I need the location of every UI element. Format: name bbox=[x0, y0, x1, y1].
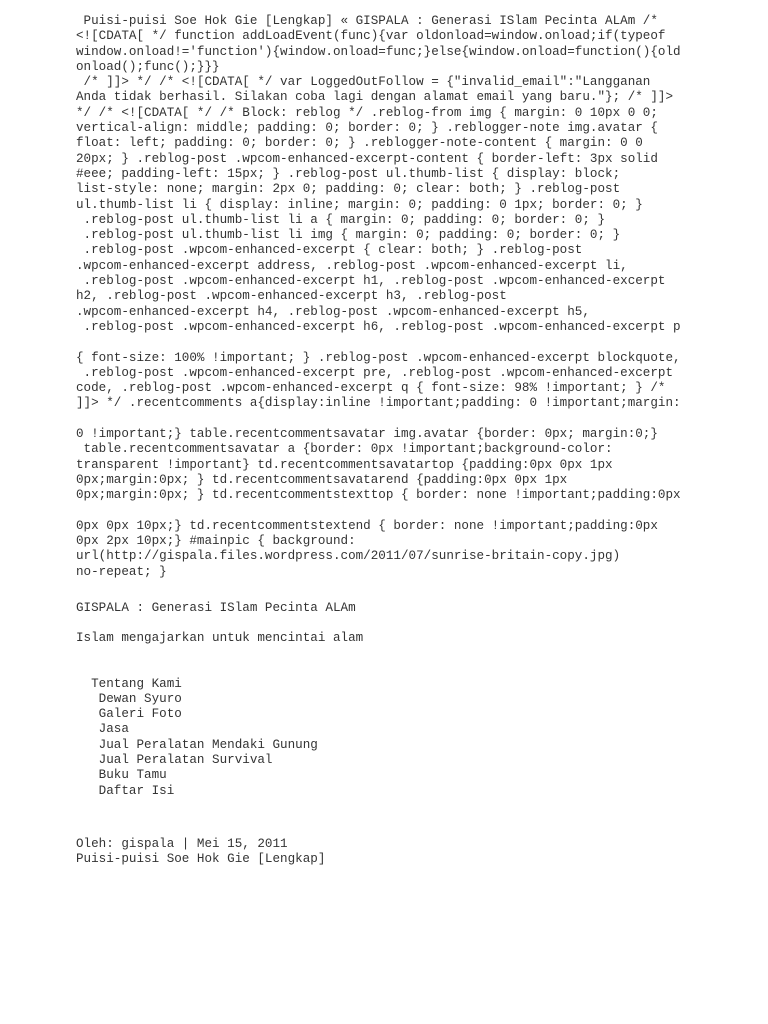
nav-item-galeri-foto[interactable]: Galeri Foto bbox=[76, 707, 182, 722]
raw-line: ul.thumb-list li { display: inline; margin: 0; padding: 0 1px; border: 0; } bbox=[76, 197, 643, 212]
nav-item-jual-peralatan-survival[interactable]: Jual Peralatan Survival bbox=[76, 753, 273, 768]
nav-item-jasa[interactable]: Jasa bbox=[76, 722, 129, 737]
raw-head-block-3 bbox=[76, 427, 716, 503]
raw-line: { font-size: 100% !important; } .reblog-post .wpcom-enhanced-excerpt blockquote, bbox=[76, 350, 681, 365]
raw-line: .reblog-post ul.thumb-list li a { margin: 0; padding: 0; border: 0; } bbox=[76, 212, 606, 227]
site-title-link[interactable]: GISPALA : Generasi ISlam Pecinta ALAm bbox=[76, 600, 356, 615]
nav-item-tentang-kami[interactable]: Tentang Kami bbox=[76, 676, 182, 691]
raw-line: onload();func();}}} bbox=[76, 59, 220, 74]
nav-item-daftar-isi[interactable]: Daftar Isi bbox=[76, 783, 175, 798]
raw-line: #eee; padding-left: 15px; } .reblog-post ul.thumb-list { display: block; bbox=[76, 166, 621, 181]
raw-line: .reblog-post .wpcom-enhanced-excerpt h1, .reblog-post .wpcom-enhanced-excerpt bbox=[76, 274, 666, 289]
raw-line: 0px 2px 10px;} #mainpic { background: bbox=[76, 534, 356, 549]
page-content bbox=[76, 14, 716, 868]
raw-line: Puisi-puisi Soe Hok Gie [Lengkap] « GISPALA : Generasi ISlam Pecinta ALAm /* bbox=[76, 14, 658, 28]
site-tagline: Islam mengajarkan untuk mencintai alam bbox=[76, 631, 364, 646]
raw-line: no-repeat; } bbox=[76, 564, 167, 579]
raw-line: /* ]]> */ /* <![CDATA[ */ var LoggedOutFollow = {"invalid_email":"Langganan bbox=[76, 75, 651, 90]
raw-line: transparent !important} td.recentcommentsavatartop {padding:0px 0px 1px bbox=[76, 457, 613, 472]
raw-line: float: left; padding: 0; border: 0; } .reblogger-note-content { margin: 0 0 bbox=[76, 136, 643, 151]
raw-line: window.onload!='function'){window.onload=func;}else{window.onload=function(){old bbox=[76, 44, 681, 59]
line-gap bbox=[76, 335, 716, 350]
nav-item-buku-tamu[interactable]: Buku Tamu bbox=[76, 768, 167, 783]
raw-line: list-style: none; margin: 2px 0; padding: 0; clear: both; } .reblog-post bbox=[76, 182, 621, 197]
raw-line: */ /* <![CDATA[ */ /* Block: reblog */ .reblog-from img { margin: 0 10px 0 0; bbox=[76, 105, 658, 120]
raw-line: Anda tidak berhasil. Silakan coba lagi dengan alamat email yang baru."}; /* ]]> bbox=[76, 90, 674, 105]
nav-item-jual-peralatan-mendaki-gunung[interactable]: Jual Peralatan Mendaki Gunung bbox=[76, 737, 318, 752]
raw-line: ]]> */ .recentcomments a{display:inline !important;padding: 0 !important;margin: bbox=[76, 396, 681, 411]
nav-item-dewan-syuro[interactable]: Dewan Syuro bbox=[76, 691, 182, 706]
main-nav bbox=[76, 677, 716, 799]
line-gap bbox=[76, 504, 716, 519]
raw-line: 0 !important;} table.recentcommentsavatar img.avatar {border: 0px; margin:0;} bbox=[76, 427, 658, 442]
raw-head-block-4 bbox=[76, 519, 716, 580]
raw-line: 20px; } .reblog-post .wpcom-enhanced-excerpt-content { border-left: 3px solid bbox=[76, 151, 658, 166]
raw-line: .wpcom-enhanced-excerpt h4, .reblog-post .wpcom-enhanced-excerpt h5, bbox=[76, 304, 590, 319]
raw-line: .wpcom-enhanced-excerpt address, .reblog-post .wpcom-enhanced-excerpt li, bbox=[76, 258, 628, 273]
post-meta: Oleh: gispala | Mei 15, 2011 bbox=[76, 836, 288, 851]
raw-head-block-1 bbox=[76, 14, 716, 335]
raw-head-block-2 bbox=[76, 351, 716, 412]
raw-line: <![CDATA[ */ function addLoadEvent(func){var oldonload=window.onload;if(typeof bbox=[76, 29, 666, 44]
raw-line: vertical-align: middle; padding: 0; border: 0; } .reblogger-note img.avatar { bbox=[76, 121, 658, 136]
line-gap bbox=[76, 412, 716, 427]
raw-line: .reblog-post .wpcom-enhanced-excerpt { clear: both; } .reblog-post bbox=[76, 243, 583, 258]
raw-line: 0px;margin:0px; } td.recentcommentstexttop { border: none !important;padding:0px bbox=[76, 488, 681, 503]
raw-line: .reblog-post .wpcom-enhanced-excerpt h6, .reblog-post .wpcom-enhanced-excerpt p bbox=[76, 319, 681, 334]
raw-line: .reblog-post ul.thumb-list li img { margin: 0; padding: 0; border: 0; } bbox=[76, 228, 621, 243]
raw-line: h2, .reblog-post .wpcom-enhanced-excerpt h3, .reblog-post bbox=[76, 289, 507, 304]
raw-line: code, .reblog-post .wpcom-enhanced-excerpt q { font-size: 98% !important; } /* bbox=[76, 381, 666, 396]
raw-line: 0px;margin:0px; } td.recentcommentsavatarend {padding:0px 0px 1px bbox=[76, 472, 568, 487]
raw-line: table.recentcommentsavatar a {border: 0px !important;background-color: bbox=[76, 442, 613, 457]
raw-line: 0px 0px 10px;} td.recentcommentstextend { border: none !important;padding:0px bbox=[76, 518, 658, 533]
post-title-link[interactable]: Puisi-puisi Soe Hok Gie [Lengkap] bbox=[76, 852, 326, 867]
raw-line: .reblog-post .wpcom-enhanced-excerpt pre, .reblog-post .wpcom-enhanced-excerpt bbox=[76, 365, 674, 380]
raw-line: url(http://gispala.files.wordpress.com/2011/07/sunrise-britain-copy.jpg) bbox=[76, 549, 621, 564]
